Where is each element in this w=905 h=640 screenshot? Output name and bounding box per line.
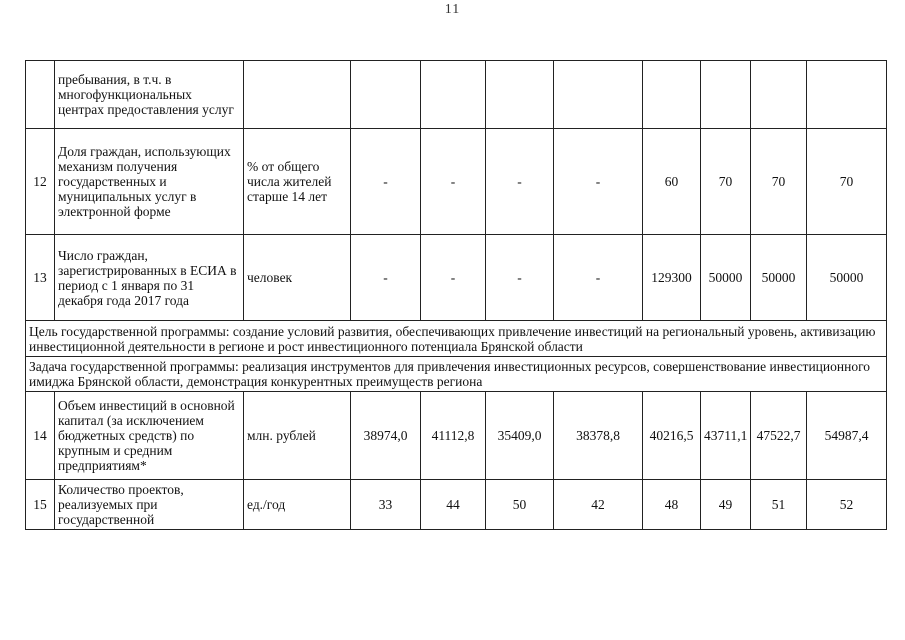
value-cell: 50 [486, 480, 554, 530]
value-cell: 48 [643, 480, 701, 530]
value-cell: 52 [807, 480, 887, 530]
table-row [26, 392, 887, 480]
value-cell: 35409,0 [486, 392, 554, 480]
unit-cell: человек [244, 235, 351, 321]
value-cell: - [351, 235, 421, 321]
row-number: 13 [26, 235, 55, 321]
value-cell [351, 61, 421, 129]
value-cell: 38974,0 [351, 392, 421, 480]
table-row [26, 480, 887, 530]
indicators-table [25, 60, 887, 530]
value-cell: - [486, 129, 554, 235]
indicator-name: Число граждан, зарегистрированных в ЕСИА в период с 1 января по 31 декабря года 2017 года [55, 235, 244, 321]
value-cell: 70 [751, 129, 807, 235]
value-cell: 33 [351, 480, 421, 530]
unit-cell [244, 61, 351, 129]
value-cell: - [554, 235, 643, 321]
value-cell: 70 [701, 129, 751, 235]
value-cell: 54987,4 [807, 392, 887, 480]
value-cell [701, 61, 751, 129]
value-cell: 70 [807, 129, 887, 235]
value-cell: 40216,5 [643, 392, 701, 480]
unit-cell: % от общего числа жителей старше 14 лет [244, 129, 351, 235]
row-number: 12 [26, 129, 55, 235]
value-cell [751, 61, 807, 129]
value-cell [643, 61, 701, 129]
page-number: 11 [444, 2, 461, 17]
value-cell: - [421, 129, 486, 235]
value-cell: 50000 [751, 235, 807, 321]
value-cell [807, 61, 887, 129]
value-cell: 44 [421, 480, 486, 530]
table-row [26, 129, 887, 235]
value-cell: 51 [751, 480, 807, 530]
unit-cell: ед./год [244, 480, 351, 530]
value-cell: 38378,8 [554, 392, 643, 480]
table-row [26, 61, 887, 129]
value-cell: 50000 [807, 235, 887, 321]
indicator-name: Доля граждан, использующих механизм получения государственных и муниципальных услуг в электронной форме [55, 129, 244, 235]
value-cell: - [486, 235, 554, 321]
program-goal: Цель государственной программы: создание условий развития, обеспечивающих привлечение инвестиций на региональный уровень, активизацию инвестиционной деятельности в регионе и рост инвестиционного потенциала Брянской области [26, 321, 887, 357]
unit-cell: млн. рублей [244, 392, 351, 480]
row-number: 15 [26, 480, 55, 530]
indicator-name: Объем инвестиций в основной капитал (за исключением бюджетных средств) по крупным и средним предприятиям* [55, 392, 244, 480]
value-cell [554, 61, 643, 129]
value-cell: 60 [643, 129, 701, 235]
program-task: Задача государственной программы: реализация инструментов для привлечения инвестиционных ресурсов, совершенствование инвестиционного имиджа Брянской области, демонстрация конкурентных преимуществ региона [26, 357, 887, 392]
program-task-row [26, 357, 887, 392]
value-cell: 129300 [643, 235, 701, 321]
value-cell: 49 [701, 480, 751, 530]
value-cell: 47522,7 [751, 392, 807, 480]
value-cell [421, 61, 486, 129]
row-number: 14 [26, 392, 55, 480]
value-cell [486, 61, 554, 129]
row-number [26, 61, 55, 129]
program-goal-row [26, 321, 887, 357]
indicator-name: Количество проектов, реализуемых при государственной [55, 480, 244, 530]
value-cell: - [554, 129, 643, 235]
indicator-name: пребывания, в т.ч. в многофункциональных центрах предоставления услуг [55, 61, 244, 129]
value-cell: - [421, 235, 486, 321]
value-cell: 41112,8 [421, 392, 486, 480]
table-row [26, 235, 887, 321]
value-cell: 42 [554, 480, 643, 530]
value-cell: 50000 [701, 235, 751, 321]
value-cell: - [351, 129, 421, 235]
value-cell: 43711,1 [701, 392, 751, 480]
